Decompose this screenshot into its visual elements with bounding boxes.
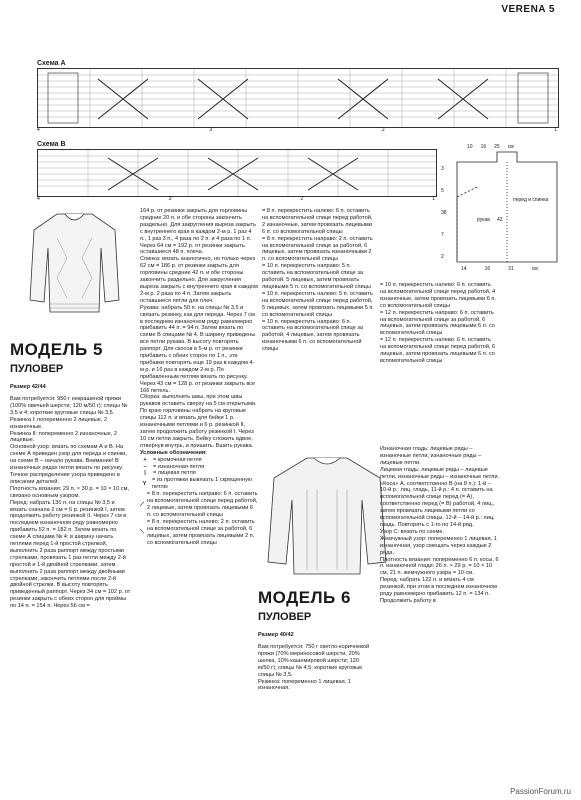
pattern-left-number: 5 (441, 188, 444, 194)
model5-title: МОДЕЛЬ 5 (10, 340, 103, 359)
model5-paragraph: Основной узор: вязать по схемам А и В. На схеме А приведен узор для переда и спинки, на схеме В – начало рукава. Внимание! В изнаночных рядах петли вязать по рисунку. Точное распределение узора приведено в описании деталей. (10, 444, 127, 485)
schema-a-grid (38, 69, 558, 127)
col3-paragraph: = 10 п. перекрестить направо: 6 п. оставить на вспомогательной спице за работой, 4 лицевые, затем провязать изнаночными 6 п. со вспомогательной спицы (262, 318, 364, 353)
model6-paragraph: Резинка: попеременно 1 лицевая, 1 изнаночная. (258, 678, 351, 692)
pattern-left-number: 38 (441, 210, 447, 216)
schema-a-label: Схема А (37, 60, 66, 67)
col6-paragraph: Лицевая гладь: лицевые ряды – лицевые петли, изнаночные ряды – изнаночные петли. (380, 466, 500, 480)
pattern-top-number: см (507, 144, 514, 150)
col6-paragraph: Перед: набрать 122 п. и вязать 4 см резинкой, при этом в последнем изнаночном ряду равномерно прибавить 12 п. = 134 п. Продолжить работу в (380, 577, 497, 604)
legend-symbol: + (143, 456, 147, 463)
col4-paragraph: = 10 п. перекрестить налево: 6 п. оставить на вспомогательной спице перед работой, 4 изнаночные, затем провязать лицевыми 6 п. со вспомогательной спицы (380, 282, 496, 309)
model5-paragraph: Вам потребуется: 950 г некрашеной пряжи (100% овечьей шерсти; 120 м/50 г); спицы № 3,5 и 4; короткие круговые спицы № 3,5. (10, 396, 128, 416)
pattern-left-number: 3 (441, 166, 444, 172)
sweater-icon (262, 450, 392, 580)
pattern-top-number: 25 (494, 144, 500, 150)
pattern-bottom-number: 16 (484, 266, 491, 272)
legend-item (140, 464, 258, 471)
schema-a-mark: 2 (381, 127, 385, 133)
schema-b-mark: 3 (168, 196, 172, 202)
col3-paragraph: = 8 п. перекрестить направо: 2 п. оставить на вспомогательной спице за работой, 6 лицевых, затем провязать изнаночными 2 п. со вспомогательной спицы (262, 235, 373, 263)
legend-text: = 8 п. перекрестить налево: 2 п. оставить на вспомогательной спице за работой, 6 лицевых, затем провязать лицевыми 2 п. со вспомогательной спицы (146, 518, 255, 546)
model5-instructions (10, 396, 133, 786)
magazine-header: VERENA 5 (501, 4, 555, 15)
model6-size: Размер 40/42 (258, 632, 294, 638)
model5-size: Размер 42/44 (10, 384, 46, 390)
col2-paragraph: Рукава: набрать 50 п. на спицы № 3,5 и связать резинку, как для переда. Через 7 см в последнем изнаночном ряду равномерно прибавить 44 п. = 94 п. Затем вязать по схеме В спицами № 4. В ширину приведены все петли рукава. В высоту повторять раппорт. Для скосов в 5-м р. от резинки прибавить с обеих сторон по 1 п., эти прибавки повторять еще 19 раз в каждом 4-м р. и 16 раз в каждом 2-м р. По прибавленным петлям вязать по рисунку. Через 43 см = 128 р. от резинки закрыть все 166 петель. (140, 304, 256, 394)
pattern-bottom-number: 31 (508, 266, 514, 272)
col6-paragraph: «Коса» А, соответственно В (на 8 п.): 1-й – 10-й р.: лиц. гладь, 11-й р.: 4 п. оставить на вспомогательной спице перед (= А), соответственно перед (= В) работой, 4 лиц., затем провязать лицевыми петли со вспомогательной спицы. 12-й – 14-й р.: лиц. гладь. Повторять с 1-го по 14-й ряд. (380, 480, 495, 528)
legend-symbol: Y (142, 480, 147, 487)
model5-sweater-illustration (27, 208, 122, 316)
model5-paragraph: Резинка I: попеременно 2 лицевые, 2 изнаночные. (10, 416, 108, 430)
pattern-outline (437, 142, 567, 282)
legend-item (140, 491, 258, 519)
col6-paragraph: Изнаночная гладь: лицевые ряды – изнаночные петли, изнаночные ряды – лицевые петли. (380, 446, 482, 466)
schema-a-mark: 4 (37, 127, 40, 133)
schema-b-mark: 4 (37, 196, 40, 202)
col6-paragraph: Узор С: вязать по схеме. (380, 528, 445, 535)
pattern-top-numbers (467, 144, 514, 150)
pattern-left-number: 2 (441, 254, 444, 260)
model6-instructions (258, 644, 370, 786)
schema-b-mark: 2 (300, 196, 304, 202)
schema-a-mark: 3 (209, 127, 213, 133)
watermark: PassionForum.ru (510, 787, 571, 796)
model5-subtitle: ПУЛОВЕР (10, 363, 64, 375)
legend-text: = изнаночная петля (153, 463, 205, 470)
pattern-top-number: 10 (467, 144, 473, 150)
pattern-label-front: перед и спинка (513, 197, 549, 203)
legend-text: = из протяжки вывязать 1 скрещенную петлю (152, 477, 253, 491)
pattern-bottom-numbers (461, 266, 538, 272)
col4-paragraph: = 12 п. перекрестить направо: 6 п. оставить на вспомогательной спице за работой, 6 лицевых, затем провязать лицевыми 6 п. со вспомогательной спицы (380, 309, 495, 337)
model5-paragraph: Плотность вязания: 29 п. × 30 р. = 10 × 10 см, связано основным узором. (10, 485, 130, 499)
model6-paragraph: Вам потребуется: 750 г светло-коричневой пряжи (70% мериносовой шерсти, 20% шелка, 10% кашемировой шерсти; 120 м/50 г); спицы № 4,5; короткие круговые спицы № 3,5. (258, 644, 370, 678)
pattern-top-number: 16 (480, 144, 487, 150)
schema-b-mark: 1 (432, 196, 435, 202)
col4-paragraph: = 12 п. перекрестить налево: 6 п. оставить на вспомогательной спице перед работой, 6 лицевых, затем провязать лицевыми 6 п. со вспомогательной спицы (380, 337, 496, 364)
pattern-bottom-number: 14 (461, 266, 467, 272)
model6-subtitle: ПУЛОВЕР (258, 611, 312, 623)
legend-text: = 8 п. перекрестить направо: 6 п. оставить на вспомогательной спице перед работой, 2 лицевые, затем провязать лицевыми 6 п. со вспомогательной спицы (146, 491, 258, 518)
schema-b-label: Схема В (37, 141, 66, 148)
legend-item (140, 519, 258, 547)
col2-paragraph: 164 р. от резинки закрыть для горловины средние 20 п. и обе стороны закончить раздельно. Для закругления выреза закрыть с внутреннего края в каждом 2-м р. 1 раз 4 п., 1 раз 3 п., 4 раза по 2 п. и 4 раза по 1 п. Через 64 см = 192 р. от резинки закрыть оставшиеся 48 п. плеча. (140, 208, 257, 256)
legend-symbol: ⟋ (140, 501, 144, 508)
schema-b-grid (38, 150, 436, 196)
model6-title: МОДЕЛЬ 6 (258, 588, 351, 607)
legend-symbol: – (143, 463, 147, 470)
pattern-left-number: 7 (441, 232, 444, 238)
column-6 (380, 446, 500, 786)
col6-paragraph: Плотность вязания: попеременно 6 п. косы, 6 п. изнаночной глади: 26 п. × 29 р. = 10 × 10 см, 21 п. жемчужного узора = 10 см. (380, 556, 499, 577)
col2-paragraph: Сборка: выполнить швы, при этом швы рукавов оставить сверху на 5 см открытыми. По краю горловины набрать на круговые спицы 112 п. и вязать для бейки 1 р. изнаночными петлями и 6 р. резинкой II, затем продолжить работу резинкой I. Через 10 см петли закрыть. Бейку сложить вдвое, отвернув внутрь, и пришить. Вшить рукава. (140, 394, 257, 449)
col3-paragraph: = 10 п. перекрестить направо: 5 п. оставить на вспомогательной спице за работой, 5 лицевых, затем провязать лицевыми 5 п. со вспомогательной спицы (262, 263, 371, 290)
legend-item (140, 457, 258, 464)
legend-title: Условные обозначения: (140, 449, 208, 456)
schema-a-mark: 1 (554, 127, 557, 133)
legend-text: = лицевая петля (153, 470, 196, 477)
column-3 (262, 208, 374, 448)
pattern-label-cm: см (531, 266, 538, 272)
legend-text: = кромочная петля (153, 456, 202, 463)
legend-item (140, 477, 258, 491)
pattern-label-sleeve: рукав (477, 217, 490, 223)
schema-b-marks (37, 196, 435, 202)
schema-b-chart (37, 149, 437, 197)
legend-symbol: ⟍ (140, 529, 144, 536)
pattern-diagram (437, 142, 567, 282)
pattern-label-width: 42 (497, 217, 503, 223)
pattern-left-numbers (441, 158, 447, 268)
col3-paragraph: = 8 п. перекрестить налево: 6 п. оставить на вспомогательной спице перед работой, 2 изнаночные, затем провязать лицевыми 6 п. со вспомогательной спицы (262, 208, 373, 235)
schema-a-chart (37, 68, 559, 128)
model5-paragraph: Перед: набрать 130 п. на спицы № 3,5 и вязать сначала 2 см = 6 р. резинкой I, затем продолжить работу резинкой II. Через 7 см в последнем изнаночном ряду равномерно прибавить 52 п. = 182 п. Затем вязать по схеме А спицами № 4: в ширину начать петлями перед 1-й простой стрелкой, выполнить 2 раза раппорт между простыми стрелками, провязать 1 раз петли между 2-й простой и 1-й двойной стрелками, затем выполнить 2 раза раппорт между двойными стрелками, закончить петлями после 2-й двойной стрелки. В высоту повторять приведенный раппорт. Через 34 см = 102 р. от резинки закрыть с обеих сторон для проймы по 14 п. = 154 п. Через 56 см = (10, 499, 131, 610)
column-4 (380, 282, 498, 442)
col6-paragraph: Жемчужный узор: попеременно 1 лицевая, 1 изнаночная, узор смещать через каждые 2 ряда. (380, 535, 497, 556)
sweater-icon (27, 208, 122, 316)
col2-paragraph: Спинка: вязать аналогично, но только через 62 см = 186 р. от резинки закрыть для горловины средние 42 п. и обе стороны закончить раздельно. Для закругления выреза закрыть с внутреннего края в каждом 2-м р. 2 раза по 4 п. Затем закрыть оставшиеся петли для плеч. (140, 256, 258, 304)
column-2 (140, 208, 258, 786)
model6-sweater-illustration (262, 450, 392, 580)
legend-symbol: | (144, 470, 146, 477)
model5-paragraph: Резинка II: попеременно 2 изнаночные, 2 лицевые. (10, 430, 117, 444)
legend-item (140, 470, 258, 477)
schema-a-marks (37, 127, 557, 133)
col3-paragraph: = 10 п. перекрестить налево: 5 п. оставить на вспомогательной спице перед работой, 5 лицевых, затем провязать лицевыми 5 п. со вспомогательной спицы (262, 290, 374, 318)
